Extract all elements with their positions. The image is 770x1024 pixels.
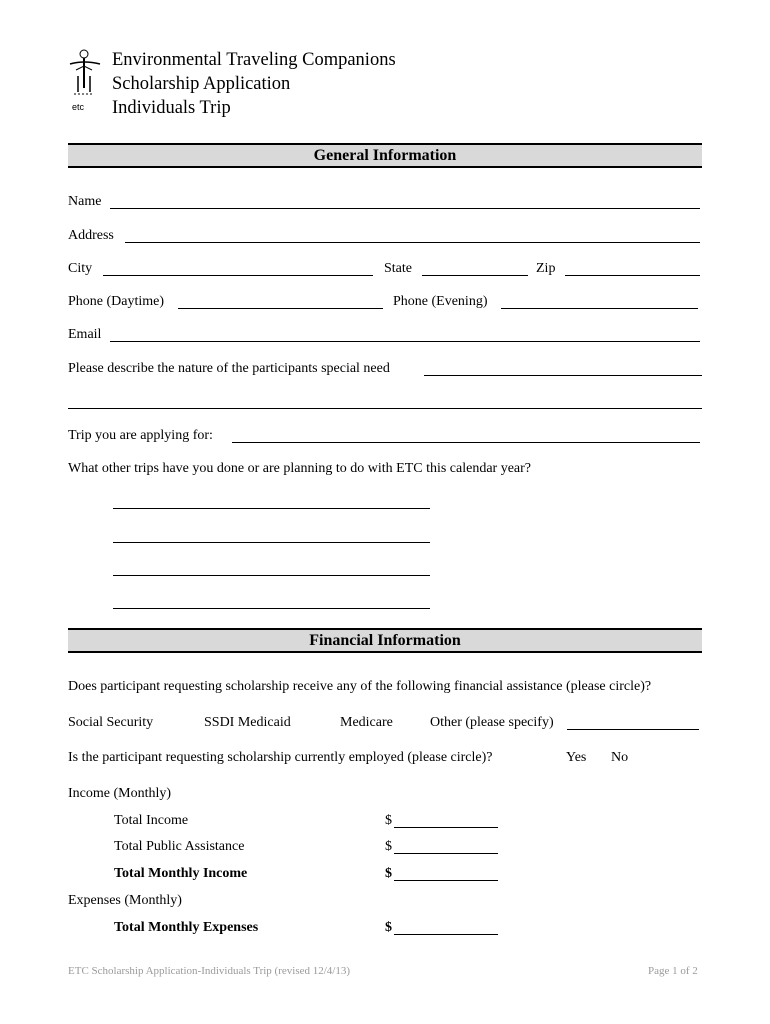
total-monthly-income-dollar: $	[385, 866, 392, 881]
logo-text: etc	[72, 102, 85, 112]
employed-question: Is the participant requesting scholarship currently employed (please circle)?	[68, 750, 493, 765]
total-income-field[interactable]	[394, 827, 498, 828]
assistance-question: Does participant requesting scholarship receive any of the following financial assistance (please circle)?	[68, 679, 652, 694]
address-label: Address	[68, 228, 114, 243]
financial-information-heading: Financial Information	[68, 628, 702, 653]
special-need-field-continued[interactable]	[68, 408, 702, 409]
footer-left: ETC Scholarship Application-Individuals Trip (revised 12/4/13)	[68, 965, 351, 977]
total-public-assistance-field[interactable]	[394, 853, 498, 854]
total-monthly-income-field[interactable]	[394, 880, 498, 881]
employed-no[interactable]: No	[611, 750, 629, 765]
option-social-security[interactable]: Social Security	[68, 715, 154, 730]
special-need-label: Please describe the nature of the participants special need	[68, 361, 390, 376]
email-label: Email	[68, 327, 102, 342]
other-trip-field-1[interactable]	[113, 508, 430, 509]
phone-daytime-label: Phone (Daytime)	[68, 294, 165, 309]
special-need-field[interactable]	[424, 375, 702, 376]
total-monthly-income-label: Total Monthly Income	[114, 866, 248, 881]
zip-field[interactable]	[565, 275, 700, 276]
general-information-heading: General Information	[68, 143, 702, 168]
total-monthly-expenses-field[interactable]	[394, 934, 498, 935]
state-label: State	[384, 261, 412, 276]
phone-evening-field[interactable]	[501, 308, 698, 309]
total-public-assistance-label: Total Public Assistance	[114, 839, 245, 854]
etc-logo	[64, 48, 104, 114]
state-field[interactable]	[422, 275, 528, 276]
phone-daytime-field[interactable]	[178, 308, 383, 309]
name-field[interactable]	[110, 208, 700, 209]
trip-field[interactable]	[232, 442, 700, 443]
city-label: City	[68, 261, 93, 276]
total-income-label: Total Income	[114, 813, 189, 828]
title-line-3: Individuals Trip	[112, 98, 231, 118]
title-line-1: Environmental Traveling Companions	[112, 50, 396, 70]
other-trip-field-2[interactable]	[113, 542, 430, 543]
city-field[interactable]	[103, 275, 373, 276]
other-trip-field-4[interactable]	[113, 608, 430, 609]
name-label: Name	[68, 194, 102, 209]
email-field[interactable]	[110, 341, 700, 342]
other-trip-field-3[interactable]	[113, 575, 430, 576]
title-line-2: Scholarship Application	[112, 74, 291, 94]
phone-evening-label: Phone (Evening)	[393, 294, 488, 309]
trip-label: Trip you are applying for:	[68, 428, 213, 443]
option-other[interactable]: Other (please specify)	[430, 715, 554, 730]
employed-yes[interactable]: Yes	[566, 750, 587, 765]
total-public-assistance-dollar: $	[385, 839, 392, 854]
expenses-heading: Expenses (Monthly)	[68, 893, 182, 908]
other-specify-field[interactable]	[567, 729, 699, 730]
income-heading: Income (Monthly)	[68, 786, 172, 801]
total-monthly-expenses-dollar: $	[385, 920, 392, 935]
zip-label: Zip	[536, 261, 556, 276]
address-field[interactable]	[125, 242, 700, 243]
option-ssdi-medicaid[interactable]: SSDI Medicaid	[204, 715, 291, 730]
other-trips-label: What other trips have you done or are planning to do with ETC this calendar year?	[68, 461, 532, 476]
option-medicare[interactable]: Medicare	[340, 715, 393, 730]
total-income-dollar: $	[385, 813, 392, 828]
footer-page-number: Page 1 of 2	[648, 965, 698, 977]
total-monthly-expenses-label: Total Monthly Expenses	[114, 920, 259, 935]
